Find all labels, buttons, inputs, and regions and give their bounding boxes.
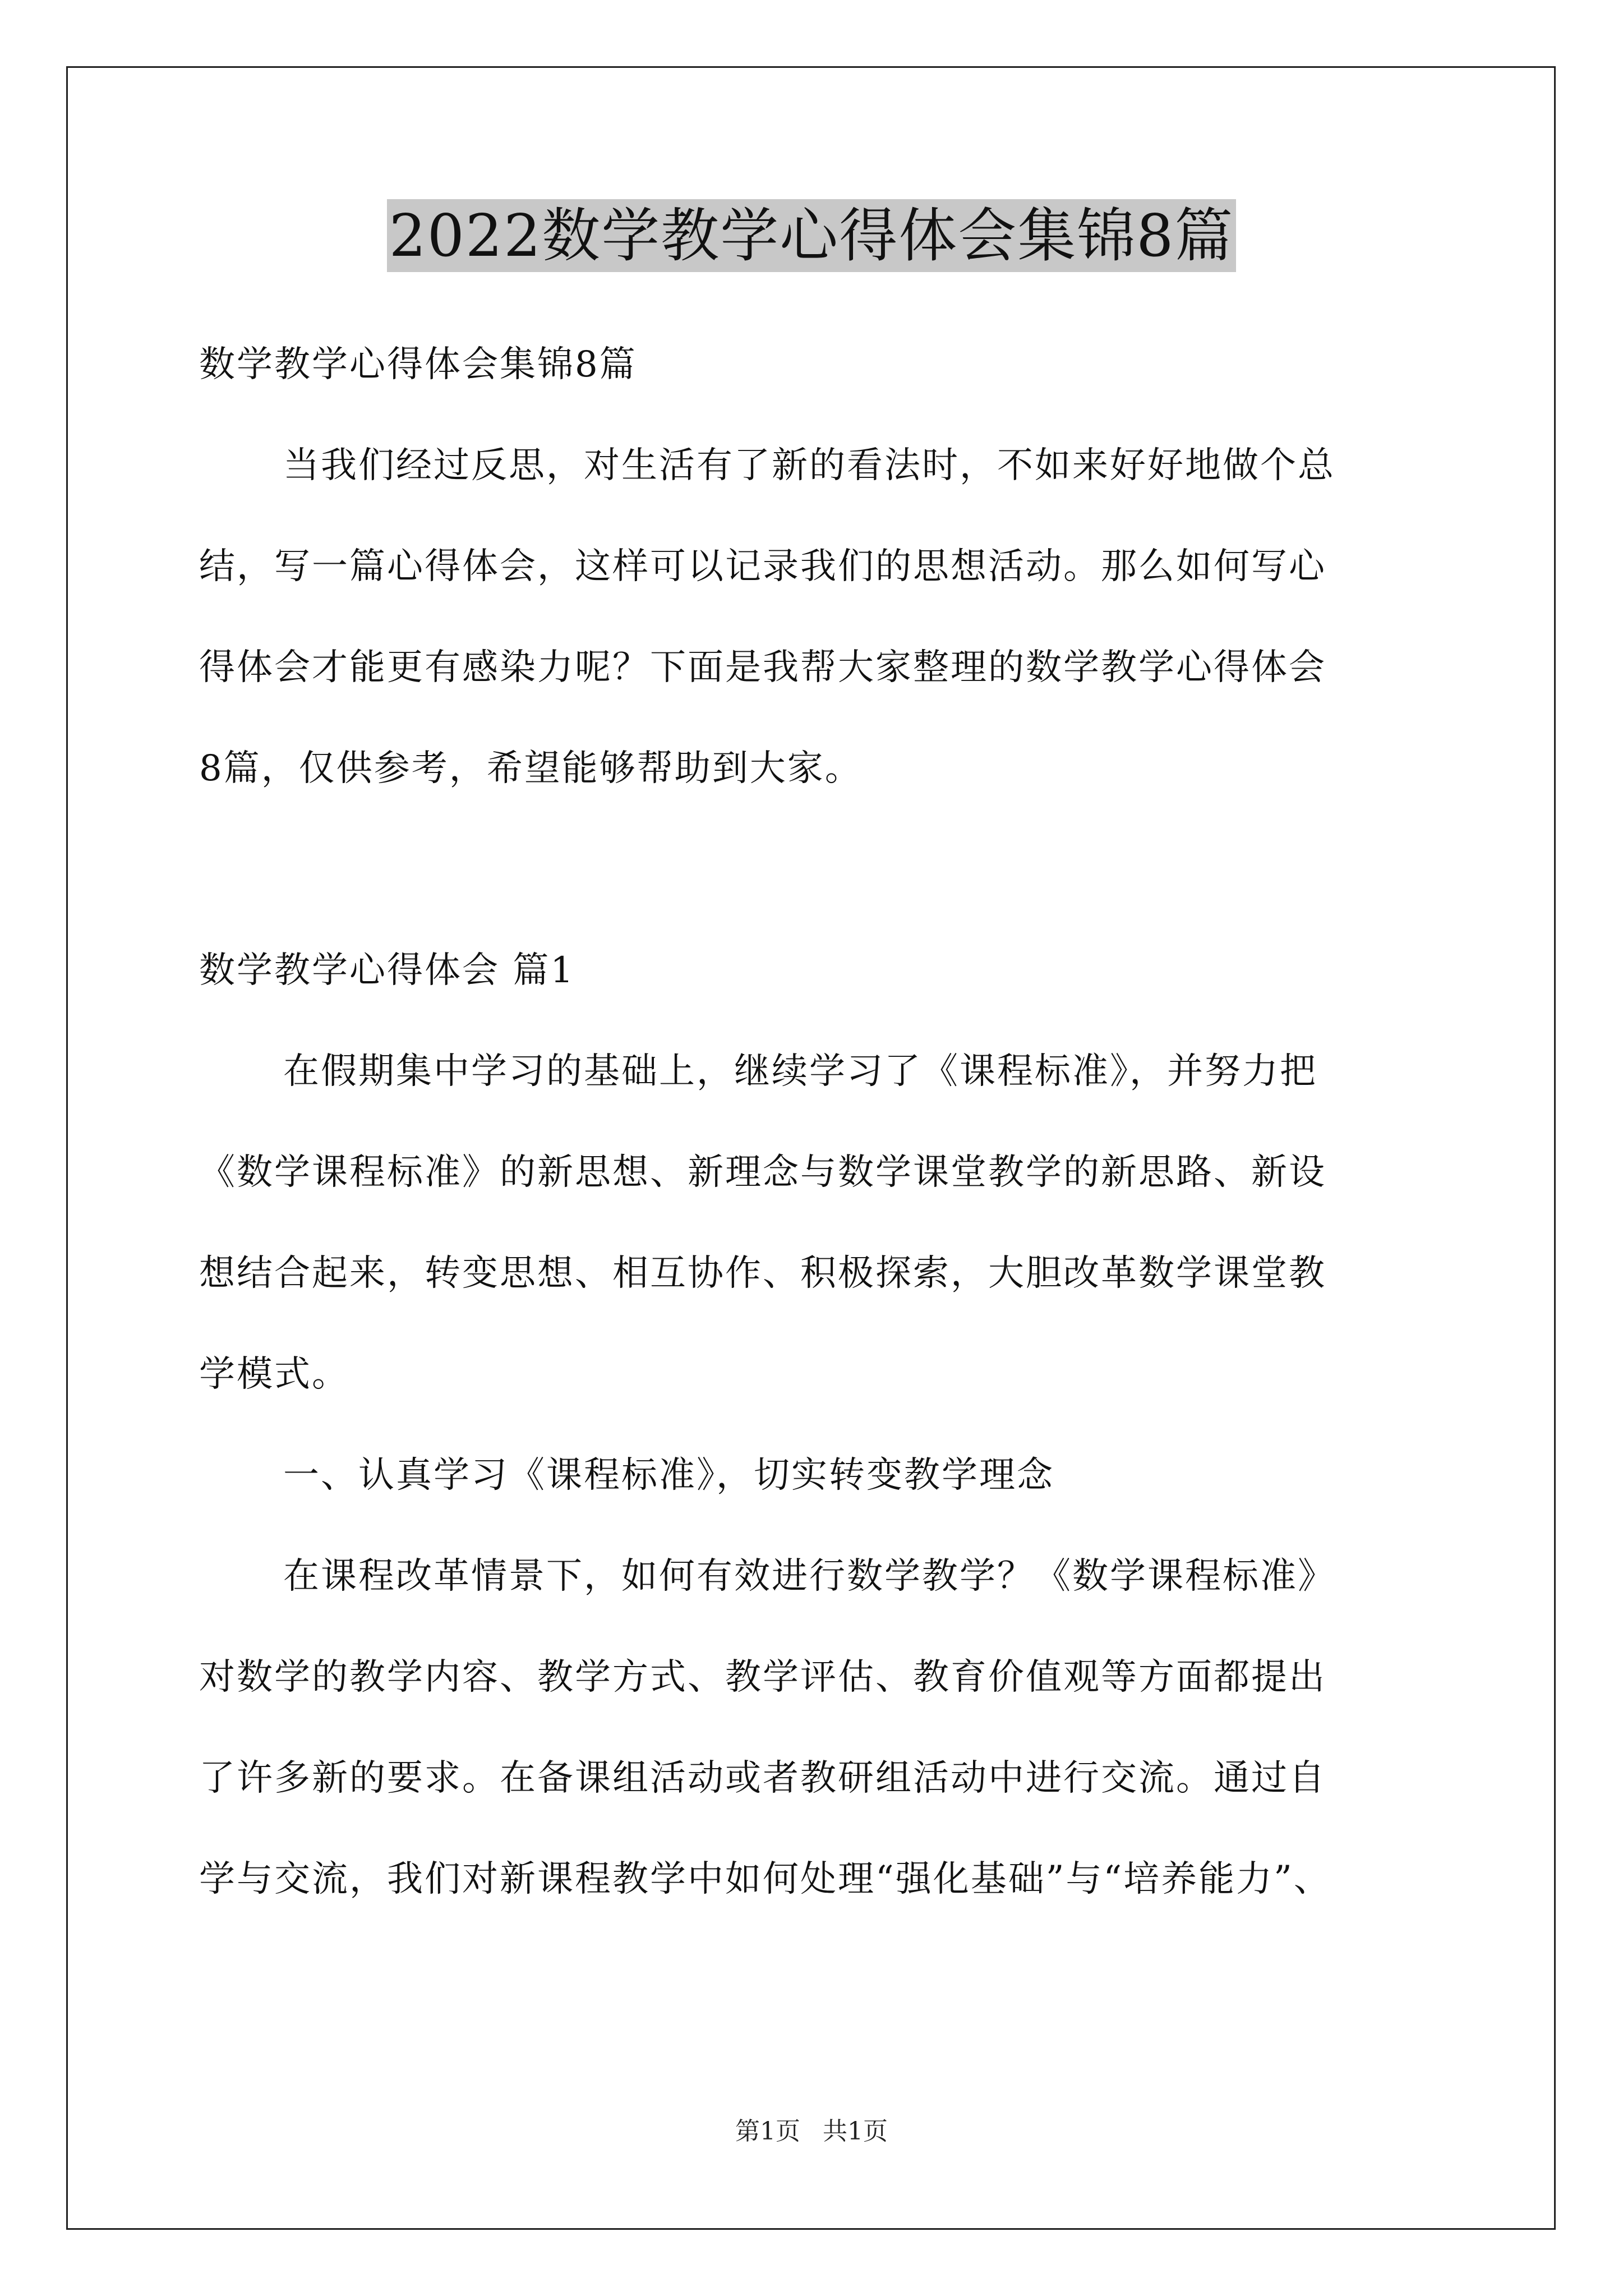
point-heading: 一、认真学习《课程标准》，切实转变教学理念 xyxy=(283,1455,1054,1496)
paragraph-line: 学模式。 xyxy=(199,1354,349,1395)
paragraph-line: 想结合起来，转变思想、相互协作、积极探索，大胆改革数学课堂教 xyxy=(199,1253,1326,1294)
intro-line: 8篇，仅供参考，希望能够帮助到大家。 xyxy=(199,748,863,789)
paragraph-line: 了许多新的要求。在备课组活动或者教研组活动中进行交流。通过自 xyxy=(199,1757,1326,1799)
title-container xyxy=(0,199,1623,272)
paragraph-gap xyxy=(199,819,1467,920)
document-title: 2022数学教学心得体会集锦8篇 xyxy=(387,199,1237,272)
intro-line: 当我们经过反思，对生活有了新的看法时，不如来好好地做个总 xyxy=(283,445,1335,486)
document-subtitle: 数学教学心得体会集锦8篇 xyxy=(199,344,637,385)
paragraph-line: 在假期集中学习的基础上，继续学习了《课程标准》，并努力把 xyxy=(283,1051,1317,1092)
paragraph-line: 《数学课程标准》的新思想、新理念与数学课堂教学的新思路、新设 xyxy=(199,1152,1326,1193)
page-number: 第1页 xyxy=(735,2117,800,2146)
section-heading: 数学教学心得体会 篇1 xyxy=(199,950,575,991)
paragraph-line: 对数学的教学内容、教学方式、教学评估、教育价值观等方面都提出 xyxy=(199,1657,1326,1698)
intro-line: 结，写一篇心得体会，这样可以记录我们的思想活动。那么如何写心 xyxy=(199,546,1326,587)
page-footer xyxy=(0,2115,1623,2148)
paragraph-line: 学与交流，我们对新课程教学中如何处理“强化基础”与“培养能力”、 xyxy=(199,1858,1331,1900)
document-body xyxy=(199,314,1467,1930)
paragraph-line: 在课程改革情景下，如何有效进行数学教学？《数学课程标准》 xyxy=(283,1556,1335,1597)
page-total: 共1页 xyxy=(823,2117,888,2146)
intro-line: 得体会才能更有感染力呢？下面是我帮大家整理的数学教学心得体会 xyxy=(199,647,1326,688)
